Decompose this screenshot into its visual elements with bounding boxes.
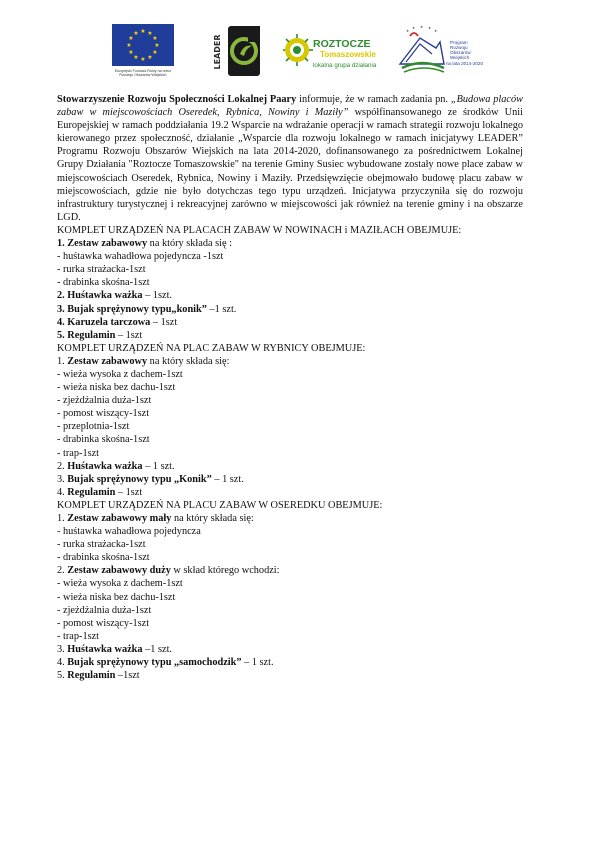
list-item: - huśtawka wahadłowa pojedyncza -1szt xyxy=(57,251,224,263)
svg-text:ROZTOCZE: ROZTOCZE xyxy=(313,38,371,50)
list-item: - drabinka skośna-1szt xyxy=(57,277,150,289)
list-item: - rurka strażacka-1szt xyxy=(57,539,146,551)
list-item: - zjeżdżalnia duża-1szt xyxy=(57,604,152,616)
document-body xyxy=(57,93,523,682)
list-item: - trap-1szt xyxy=(57,447,100,459)
svg-text:lokalna grupa działania: lokalna grupa działania xyxy=(313,62,377,69)
list-item: 2. Zestaw zabawowy duży w skład którego wchodzi: xyxy=(57,565,280,577)
svg-text:★: ★ xyxy=(154,42,160,49)
list-item: 4. Karuzela tarczowa – 1szt xyxy=(57,316,178,328)
svg-text:★: ★ xyxy=(147,54,153,61)
svg-text:★: ★ xyxy=(128,35,134,42)
svg-text:★: ★ xyxy=(406,29,410,33)
svg-text:Program: Program xyxy=(450,40,468,45)
svg-text:★: ★ xyxy=(420,25,424,29)
logo-bar xyxy=(0,18,595,88)
section-heading-rybnica: KOMPLET URZĄDZEŃ NA PLAC ZABAW W RYBNICY OBEJMUJE: xyxy=(57,342,366,354)
svg-text:Wiejskich: Wiejskich xyxy=(450,55,470,60)
list-item: - wieża wysoka z dachem-1szt xyxy=(57,578,183,590)
svg-text:LEADER: LEADER xyxy=(213,34,222,70)
svg-text:★: ★ xyxy=(133,30,139,37)
list-item: - wieża niska bez dachu-1szt xyxy=(57,591,176,603)
list-item: - pomost wiszący-1szt xyxy=(57,617,150,629)
list-item: - wieża wysoka z dachem-1szt xyxy=(57,368,183,380)
svg-text:Obszarów: Obszarów xyxy=(450,50,471,55)
list-item: 5. Regulamin – 1szt xyxy=(57,329,143,341)
list-item: - rurka strażacka-1szt xyxy=(57,264,146,276)
eu-flag-icon xyxy=(112,24,174,66)
list-item: 1. Zestaw zabawowy na który składa się : xyxy=(57,238,233,250)
svg-text:★: ★ xyxy=(147,30,153,37)
list-item: - pomost wiszący-1szt xyxy=(57,408,150,420)
svg-text:★: ★ xyxy=(140,56,146,63)
list-item: 2. Huśtawka ważka – 1 szt. xyxy=(57,460,175,472)
list-item: 1. Zestaw zabawowy mały na który składa się: xyxy=(57,513,254,524)
svg-text:★: ★ xyxy=(434,29,438,33)
list-item: 4. Bujak sprężynowy typu „samochodzik” – 1 szt. xyxy=(57,657,274,669)
roztocze-lgd-logo xyxy=(283,32,383,78)
project-title: „Budowa placów zabaw w miejscowościach Oseredek, Rybnica, Nowiny i Maziły” xyxy=(57,94,523,119)
list-item: - trap-1szt xyxy=(57,630,100,642)
svg-text:★: ★ xyxy=(140,28,146,35)
list-item: - huśtawka wahadłowa pojedyncza xyxy=(57,526,201,538)
list-item: - drabinka skośna-1szt xyxy=(57,552,150,564)
prow-logo xyxy=(396,24,490,80)
list-item: - zjeżdżalnia duża-1szt xyxy=(57,395,152,407)
organization-name: Stowarzyszenie Rozwoju Społeczności Lokalnej Paary xyxy=(57,94,297,105)
svg-text:★: ★ xyxy=(412,26,416,30)
section-heading-oseredek: KOMPLET URZĄDZEŃ NA PLACU ZABAW W OSEREDKU OBEJMUJE: xyxy=(57,499,383,511)
list-item: 3. Huśtawka ważka –1 szt. xyxy=(57,643,173,655)
section-heading-nowiny-mazily: KOMPLET URZĄDZEŃ NA PLACACH ZABAW W NOWINACH i MAZIŁACH OBEJMUJE: xyxy=(57,224,462,236)
svg-text:Tomaszowskie: Tomaszowskie xyxy=(320,50,376,59)
list-item: 2. Huśtawka ważka – 1szt. xyxy=(57,290,173,302)
eu-fund-caption: Europejski Fundusz Rolny na rzecz Rozwoju Obszarów Wiejskich xyxy=(114,69,172,78)
list-item: 3. Bujak sprężynowy typu„konik” –1 szt. xyxy=(57,303,237,315)
svg-text:★: ★ xyxy=(128,49,134,56)
list-item: - drabinka skośna-1szt xyxy=(57,434,150,446)
list-item: 5. Regulamin –1szt xyxy=(57,670,140,682)
intro-paragraph: Stowarzyszenie Rozwoju Społeczności Lokalnej Paary informuje, że w ramach zadania pn. „Budowa placów zabaw w miejscowościach Oseredek, Rybnica, Nowiny i Maziły” współfinansowanego ze środków Unii Europejskiej w ramach poddziałania 19.2 Wsparcie na wdrażanie operacji w ramach strategii rozwoju lokalnego kierowanego przez społeczność, działanie „Wsparcie dla rozwoju lokalnego w ramach inicjatywy LEADER” Programu Rozwoju Obszarów Wiejskich na lata 2014-2020, dofinansowanego za pośrednictwem Lokalnej Grupy Działania "Roztocze Tomaszowskie" na terenie Gminy Susiec wybudowane zostały nowe place zabaw w miejscowościach Oseredek, Rybnica, Nowiny i Maziły. Przedsięwzięcie obejmowało budowę placu zabaw w miejscowościach, gdzie nie było dotychczas tego typu urządzeń. Inicjatywa przyczyniła się do rozwoju infrastruktury turystycznej i rekreacyjnej zarówno w miejscowości jak również na terenie gminy i na obszarze LGD. xyxy=(57,94,523,223)
svg-text:★: ★ xyxy=(152,35,158,42)
svg-text:★: ★ xyxy=(152,49,158,56)
svg-text:Rozwoju: Rozwoju xyxy=(450,45,468,50)
list-item: 1. Zestaw zabawowy na który składa się: xyxy=(57,355,230,367)
svg-text:★: ★ xyxy=(126,42,132,49)
list-item: - przeplotnia-1szt xyxy=(57,421,130,433)
list-item: - wieża niska bez dachu-1szt xyxy=(57,382,176,394)
svg-text:★: ★ xyxy=(428,26,432,30)
svg-text:na lata 2014-2020: na lata 2014-2020 xyxy=(446,61,484,66)
list-item: 3. Bujak sprężynowy typu „Konik” – 1 szt. xyxy=(57,473,244,485)
svg-text:★: ★ xyxy=(133,54,139,61)
list-item: 4. Regulamin – 1szt xyxy=(57,486,143,498)
leader-logo xyxy=(210,22,262,80)
